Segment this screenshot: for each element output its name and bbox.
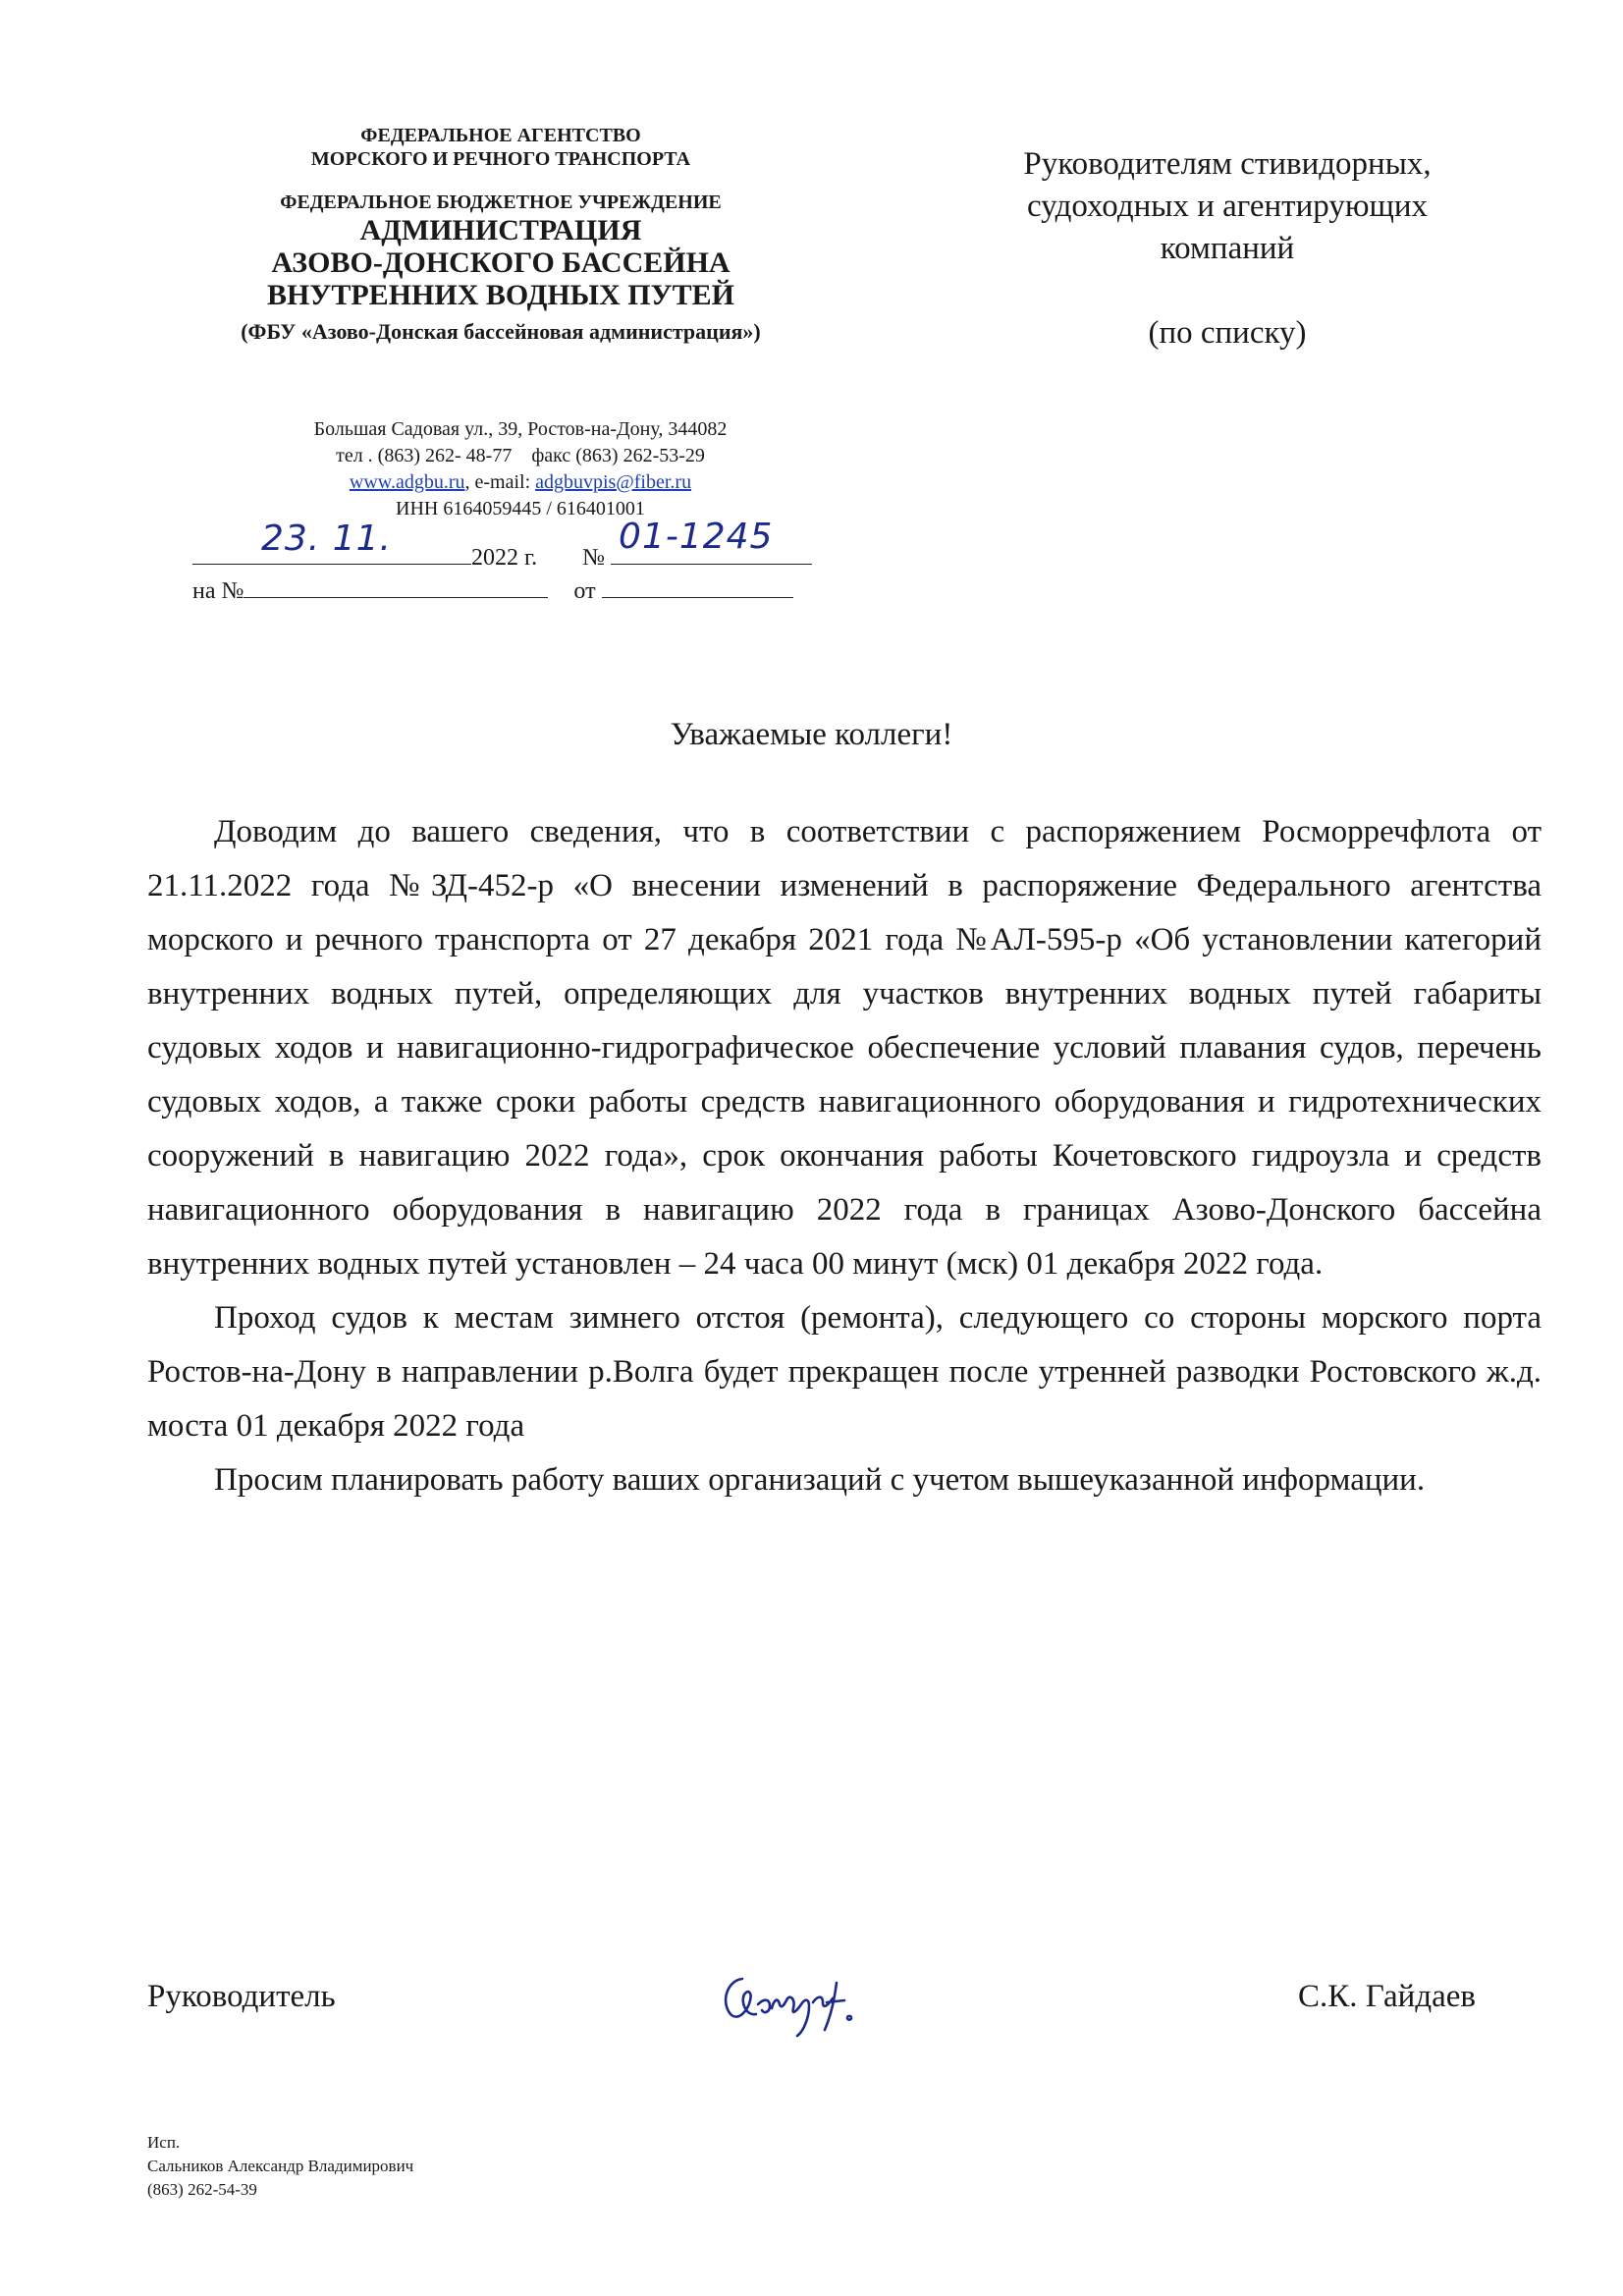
paragraph-3: Просим планировать работу ваших организаций с учетом вышеуказанной информации. <box>214 1462 1426 1498</box>
executor-block <box>147 2131 413 2201</box>
signature-image <box>715 1959 882 2038</box>
handwritten-signature <box>715 1959 882 2043</box>
email-link[interactable]: adgbuvpis@fiber.ru <box>535 471 692 493</box>
ref-date-field <box>602 572 793 598</box>
institution-short-name: (ФБУ «Азово-Донская бассейновая администрация») <box>241 319 761 344</box>
phone: тел . (863) 262- 48-77 <box>336 445 513 466</box>
executor-label: Исп. <box>147 2133 181 2152</box>
institution-type: ФЕДЕРАЛЬНОЕ БЮДЖЕТНОЕ УЧРЕЖДЕНИЕ <box>280 191 722 213</box>
paragraph-1: Доводим до вашего сведения, что в соответствии с распоряжением Росморречфлота от 21.11.2022 года №ЗД-452-р «О внесении изменений в распоряжение Федерального агентства морского и речного транспорта от 27 декабря 2021 года №АЛ-595-р «Об установлении категорий внутренних водных путей, определяющих для участков внутренних водных путей габариты судовых ходов и навигационно-гидрографическое обеспечение условий плавания судов, перечень судовых ходов, а также сроки работы средств навигационного оборудования и гидротехнических сооружений в навигацию 2022 года», срок окончания работы Кочетовского гидроузла и средств навигационного оборудования в навигацию 2022 года в границах Азово-Донского бассейна внутренних водных путей установлен – 24 часа 00 минут (мск) 01 декабря 2022 года. <box>147 814 1542 1282</box>
inn: ИНН 6164059445 / 616401001 <box>396 498 645 519</box>
paragraph-2: Проход судов к местам зимнего отстоя (ремонта), следующего со стороны морского порта Ростов-на-Дону в направлении р.Волга будет прекращен после утренней разводки Ростовского ж.д. моста 01 декабря 2022 года <box>147 1300 1542 1444</box>
institution-name-line-3: ВНУТРЕННИХ ВОДНЫХ ПУТЕЙ <box>266 279 735 311</box>
institution-name-line-2: АЗОВО-ДОНСКОГО БАССЕЙНА <box>271 246 730 279</box>
website-link[interactable]: www.adgbu.ru <box>349 471 465 493</box>
number-field <box>611 517 812 565</box>
letter-body <box>147 805 1542 1507</box>
signatory-position: Руководитель <box>147 1979 336 2014</box>
ref-label: на № <box>192 578 244 604</box>
number-label: № <box>582 545 606 571</box>
registration-line <box>192 517 850 572</box>
recipient-line-4: (по списку) <box>1148 314 1307 351</box>
agency-line-2: МОРСКОГО И РЕЧНОГО ТРАНСПОРТА <box>310 148 691 170</box>
institution-name-line-1: АДМИНИСТРАЦИЯ <box>359 214 642 246</box>
web-email-line <box>226 469 815 496</box>
executor-name: Сальников Александр Владимирович <box>147 2156 414 2175</box>
executor-phone: (863) 262-54-39 <box>147 2179 257 2199</box>
number-handwritten: 01-1245 <box>619 517 774 557</box>
recipient-line-2: судоходных и агентирующих <box>1026 188 1429 224</box>
address-block <box>226 416 815 522</box>
recipient-line-3: компаний <box>1160 230 1295 266</box>
agency-line-1: ФЕДЕРАЛЬНОЕ АГЕНТСТВО <box>360 125 641 146</box>
salutation: Уважаемые коллеги! <box>670 717 953 752</box>
reference-line <box>192 572 850 605</box>
recipient-line-1: Руководителям стивидорных, <box>1023 146 1432 182</box>
recipient-block <box>962 143 1492 355</box>
date-handwritten: 23. 11. <box>261 519 392 559</box>
postal-address: Большая Садовая ул., 39, Ростов-на-Дону, 344082 <box>313 418 728 440</box>
signatory-name: С.К. Гайдаев <box>1298 1979 1477 2014</box>
ref-number-field <box>243 572 548 598</box>
year: 2022 г. <box>471 545 538 571</box>
email-label: , e-mail: <box>464 471 536 493</box>
phone-fax-line <box>226 443 815 469</box>
from-label: от <box>573 578 596 604</box>
fax: факс (863) 262-53-29 <box>531 445 705 466</box>
date-field <box>192 519 471 565</box>
organization-header <box>147 124 854 345</box>
